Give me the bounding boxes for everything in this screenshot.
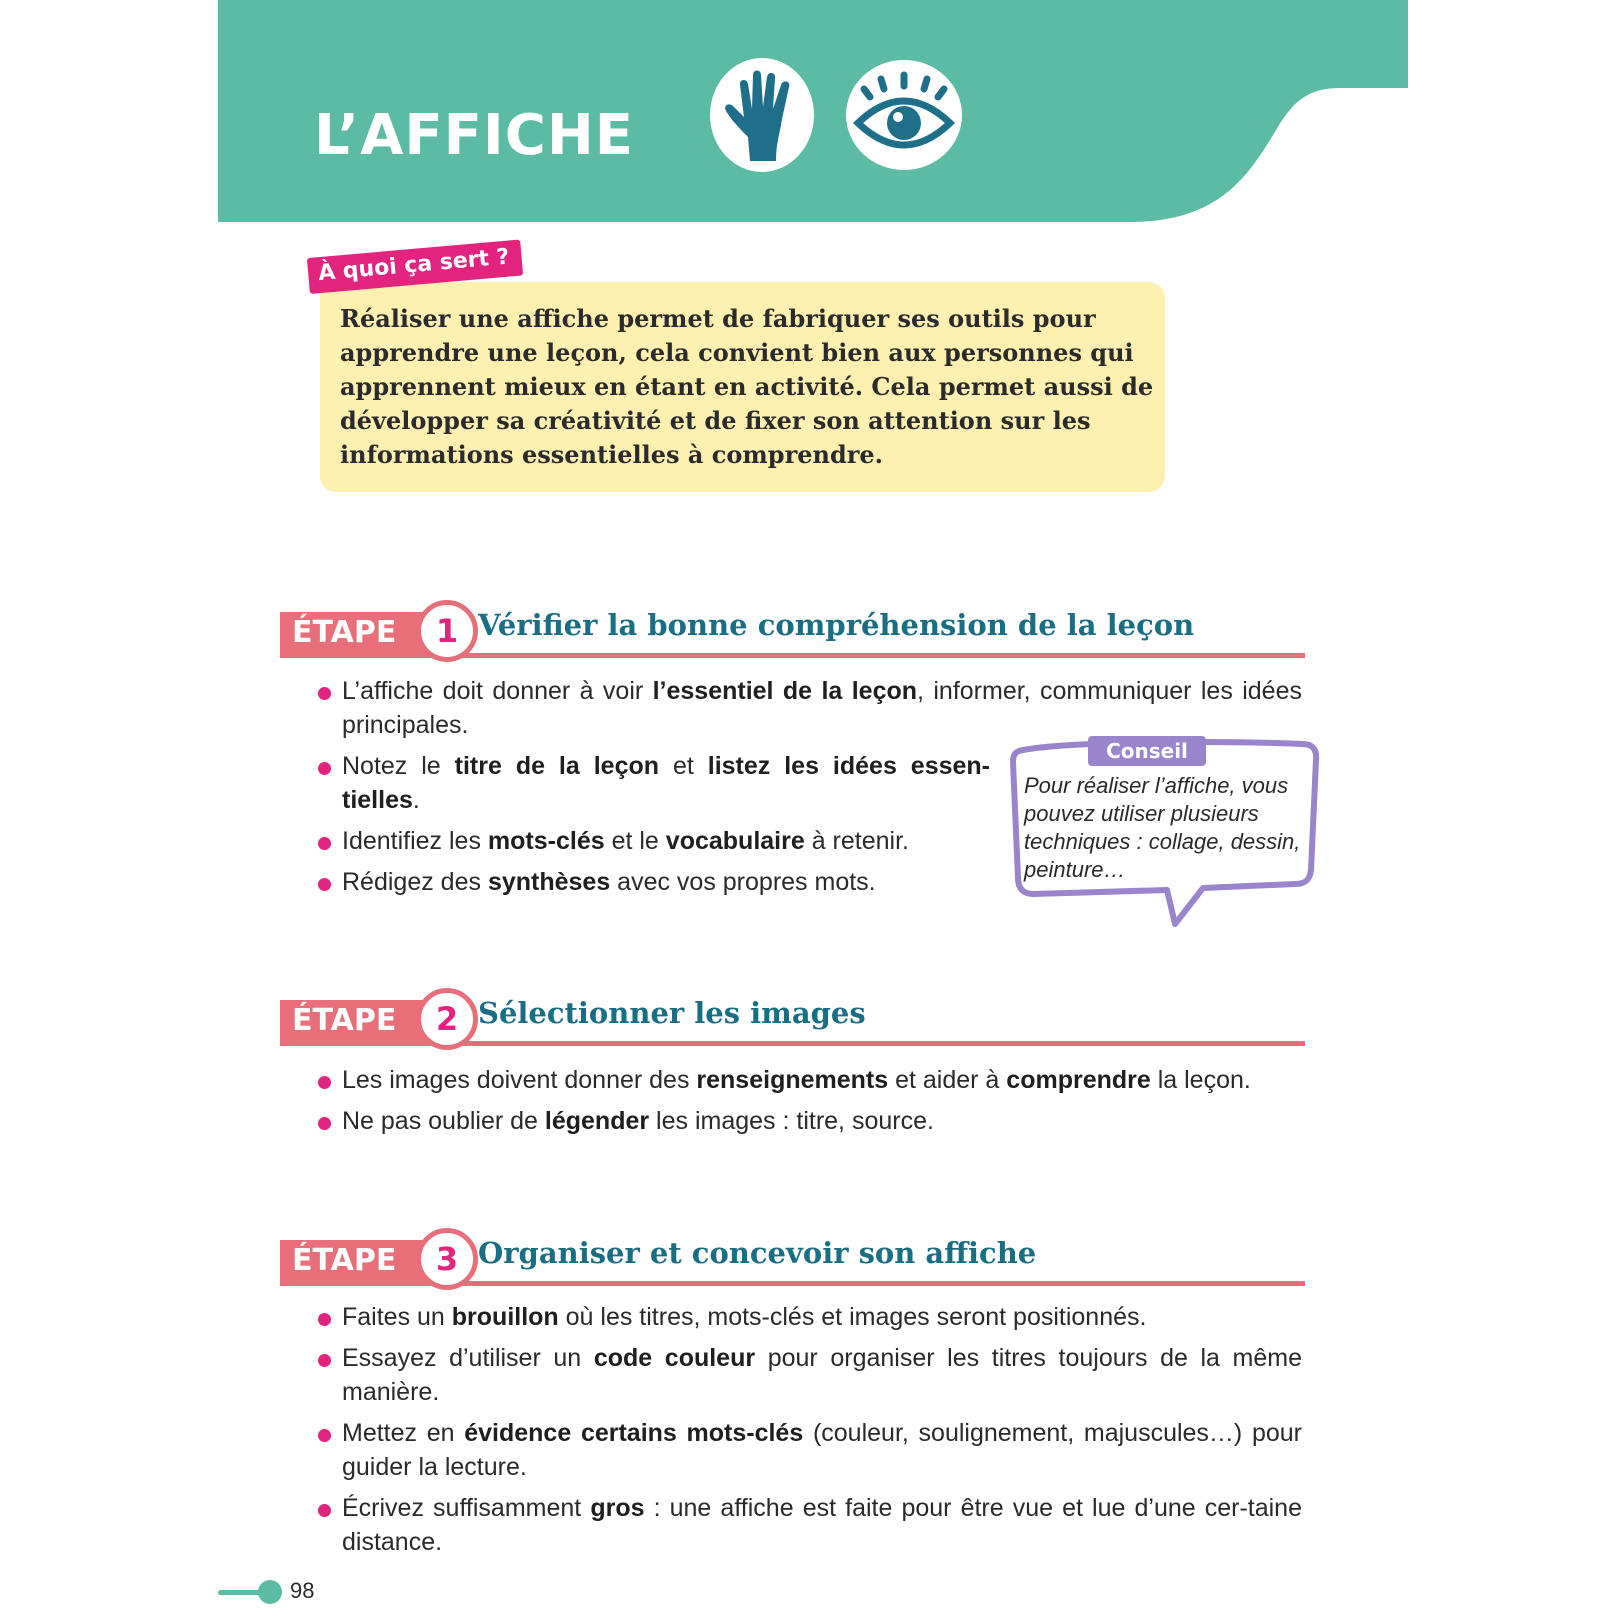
bullet-text: Les images doivent donner des <box>342 1066 697 1094</box>
step-title: Organiser et concevoir son affiche <box>478 1236 1037 1270</box>
bullet-emphasis: évidence certains mots-clés <box>464 1419 804 1447</box>
list-item <box>318 824 990 858</box>
bullet-text: Faites un <box>342 1303 452 1331</box>
bullet-text: Ne pas oublier de <box>342 1107 545 1135</box>
bullet-dot <box>318 1117 331 1130</box>
bullet-text: L’affiche doit donner à voir <box>342 677 653 705</box>
list-item <box>318 749 990 817</box>
bullet-dot <box>318 762 331 775</box>
list-item <box>318 865 990 899</box>
bullet-emphasis: code couleur <box>593 1344 756 1372</box>
bullet-text: Identifiez les <box>342 827 488 855</box>
bullet-text: pour organiser les titres toujours de la même manière. <box>342 1344 1303 1406</box>
step-2-heading <box>280 988 1305 1054</box>
bullet-text: (couleur, soulignement, majuscules…) pour guider la lecture. <box>342 1419 1302 1481</box>
bullet-text: les images : titre, source. <box>649 1107 934 1135</box>
step-3-heading <box>280 1228 1305 1294</box>
bullet-emphasis: légender <box>544 1107 650 1135</box>
step-number: 2 <box>416 988 478 1050</box>
step-number: 1 <box>416 600 478 662</box>
intro-tag: À quoi ça sert ? <box>307 240 523 294</box>
bullet-text: , informer, communiquer les idées principales. <box>342 677 1302 739</box>
bullet-text: Rédigez des <box>342 868 488 896</box>
step-2-list <box>318 1063 1308 1145</box>
bullet-emphasis: l’essentiel de la leçon <box>652 677 918 705</box>
bullet-dot <box>318 1429 331 1442</box>
bullet-dot <box>318 1504 331 1517</box>
step-title: Sélectionner les images <box>478 996 866 1030</box>
list-item <box>318 1416 1302 1484</box>
bullet-dot <box>318 1076 331 1089</box>
step-number: 3 <box>416 1228 478 1290</box>
bullet-emphasis: titre de la leçon <box>454 752 660 780</box>
bullet-emphasis: synthèses <box>487 868 611 896</box>
bullet-text: la leçon. <box>1150 1066 1251 1094</box>
step-1-list-narrow <box>318 749 990 906</box>
bullet-dot <box>318 837 331 850</box>
hand-icon <box>710 58 814 172</box>
bullet-emphasis: vocabulaire <box>665 827 805 855</box>
conseil-tag: Conseil <box>1088 736 1206 766</box>
bullet-text: où les titres, mots-clés et images seront positionnés. <box>558 1303 1147 1331</box>
bullet-emphasis: comprendre <box>1006 1066 1151 1094</box>
conseil-text: Pour réaliser l’affiche, vous pouvez utiliser plusieurs techniques : collage, dessin, peinture… <box>1024 773 1301 882</box>
bullet-text: : une affiche est faite pour être vue et lue d’une cer-taine distance. <box>342 1494 1302 1556</box>
list-item <box>318 1491 1302 1559</box>
list-item <box>318 1104 1308 1138</box>
footer-dot <box>258 1580 282 1604</box>
list-item <box>318 1300 1302 1334</box>
step-title: Vérifier la bonne compréhension de la leçon <box>478 608 1195 642</box>
list-item <box>318 1063 1308 1097</box>
bullet-text: Essayez d’utiliser un <box>342 1344 594 1372</box>
bullet-emphasis: mots-clés <box>487 827 605 855</box>
bullet-dot <box>318 878 331 891</box>
intro-text: Réaliser une affiche permet de fabriquer ses outils pour apprendre une leçon, cela convient bien aux personnes qui apprennent mieux en étant en activité. Cela permet aussi de développer sa créativité et de fixer son attention sur les informations essentielles à comprendre. <box>340 304 1154 469</box>
bullet-emphasis: renseignements <box>696 1066 889 1094</box>
bullet-emphasis: gros <box>590 1494 645 1522</box>
step-label: ÉTAPE <box>280 1000 440 1046</box>
step-label: ÉTAPE <box>280 612 440 658</box>
bullet-text: avec vos propres mots. <box>610 868 876 896</box>
bullet-text: Notez le <box>342 752 455 780</box>
step-label: ÉTAPE <box>280 1240 440 1286</box>
bullet-text: à retenir. <box>804 827 909 855</box>
bullet-text: et <box>659 752 708 780</box>
bullet-text: . <box>412 786 420 814</box>
bullet-text: Mettez en <box>342 1419 465 1447</box>
bullet-dot <box>318 1313 331 1326</box>
bullet-text: et le <box>604 827 666 855</box>
list-item <box>318 1341 1302 1409</box>
bullet-emphasis: listez les idées essen-tielles <box>342 752 990 814</box>
bullet-text: Écrivez suffisamment <box>342 1494 591 1522</box>
step-3-list <box>318 1300 1302 1566</box>
step-1-heading <box>280 600 1305 666</box>
page-title: L’AFFICHE <box>314 103 634 168</box>
bullet-dot <box>318 1354 331 1367</box>
eye-icon <box>846 60 962 170</box>
page-number: 98 <box>290 1578 315 1603</box>
bullet-emphasis: brouillon <box>451 1303 559 1331</box>
bullet-text: et aider à <box>888 1066 1007 1094</box>
bullet-dot <box>318 687 331 700</box>
